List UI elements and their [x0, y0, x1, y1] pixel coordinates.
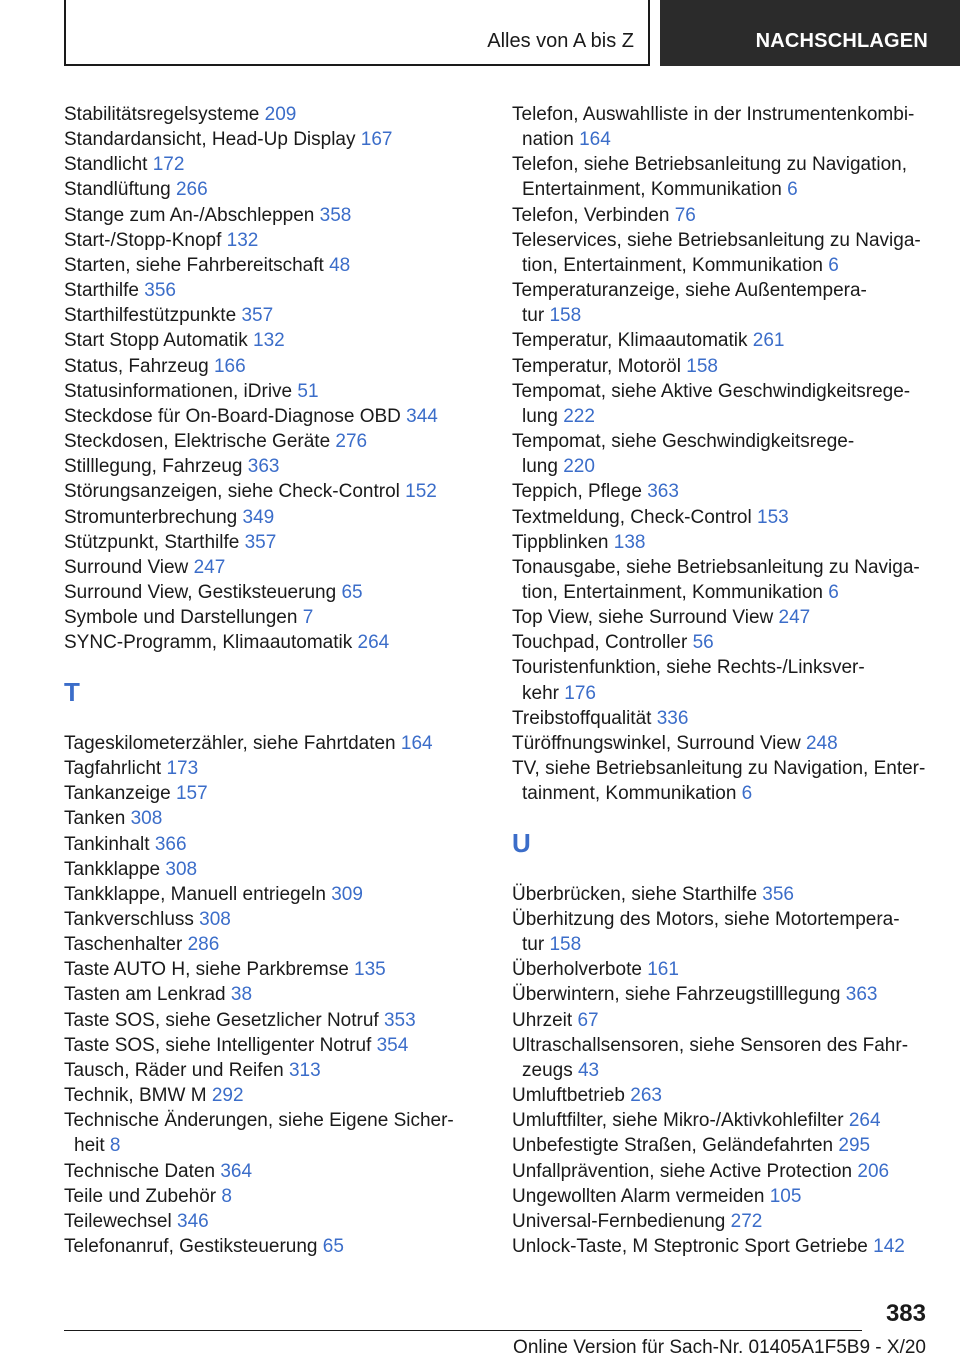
index-entry: [64, 278, 474, 303]
index-entry-term: Steckdose für On-Board-Diagnose OBD: [64, 405, 401, 427]
index-entry-term: Tasten am Lenkrad: [64, 984, 226, 1006]
index-entry-term: Surround View: [64, 556, 189, 578]
index-page-link[interactable]: 247: [778, 607, 811, 629]
index-page-link[interactable]: 353: [383, 1009, 416, 1031]
index-entry: [64, 1159, 474, 1184]
index-entry: [512, 1008, 932, 1033]
index-page-link[interactable]: 158: [686, 355, 718, 377]
index-entry-term: Stabilitätsregelsysteme: [64, 104, 260, 125]
index-entry-term: Stilllegung, Fahrzeug: [64, 456, 243, 478]
index-entry-term: Tagfahrlicht: [64, 758, 162, 780]
index-page-link[interactable]: 65: [322, 1236, 344, 1257]
index-entry: [512, 278, 932, 328]
index-page-link[interactable]: 356: [762, 883, 794, 905]
index-page-link[interactable]: 248: [805, 732, 838, 754]
index-entry: [64, 857, 474, 882]
index-entry-term: Touristenfunktion, siehe Rechts-/Linksver-: [512, 657, 865, 679]
index-entry-term: Starthilfe: [64, 280, 139, 302]
index-entry: [512, 605, 932, 630]
index-page-link[interactable]: 142: [873, 1236, 905, 1257]
index-entry-term: Stromunterbrechung: [64, 506, 238, 528]
index-page-link[interactable]: 166: [213, 355, 246, 377]
index-page-link[interactable]: 158: [549, 305, 582, 327]
index-entry-term: Ultraschallsensoren, siehe Sensoren des Fahr-: [512, 1034, 909, 1056]
index-page-link[interactable]: 209: [264, 104, 297, 125]
index-entry: [64, 328, 474, 353]
index-page-link[interactable]: 176: [564, 682, 596, 704]
index-entry-term: Teilewechsel: [64, 1210, 172, 1232]
index-page-link[interactable]: 51: [297, 380, 319, 402]
index-column-left: [64, 102, 474, 1259]
index-entry-term: Temperatur, Motoröl: [512, 355, 681, 377]
index-entry-term: Überbrücken, siehe Starthilfe: [512, 883, 758, 905]
index-entry-term-continued: nation: [522, 129, 574, 151]
index-page-link[interactable]: 272: [730, 1210, 763, 1232]
index-entry: [512, 706, 932, 731]
index-entry-term: Teleservices, siehe Betriebsanleitung zu Naviga-: [512, 229, 921, 251]
index-entry-term-continued: tainment, Kommunikation: [522, 783, 737, 805]
index-entry-term: Statusinformationen, iDrive: [64, 380, 293, 402]
index-page-link[interactable]: 336: [656, 707, 689, 729]
index-entry: [512, 1133, 932, 1158]
index-entry-term: Start Stopp Automatik: [64, 330, 248, 352]
index-entry: [64, 127, 474, 152]
index-entry-term: Taste SOS, siehe Intelligenter Notruf: [64, 1034, 372, 1056]
index-entry-term: Technische Daten: [64, 1160, 216, 1182]
index-page-link[interactable]: 222: [563, 405, 595, 427]
index-entry: [512, 1209, 932, 1234]
index-entry-term: Temperaturanzeige, siehe Außentempera-: [512, 280, 867, 302]
index-entry-term: SYNC-Programm, Klimaautomatik: [64, 632, 353, 654]
index-entry-term: Treibstoffqualität: [512, 707, 652, 729]
index-page-link[interactable]: 38: [230, 984, 253, 1006]
index-entry: [64, 505, 474, 530]
index-page-link[interactable]: 153: [757, 506, 789, 528]
index-entry-term: Top View, siehe Surround View: [512, 607, 774, 629]
index-entry: [512, 731, 932, 756]
index-page-link[interactable]: 313: [288, 1059, 321, 1081]
index-entry: [512, 1159, 932, 1184]
index-entry: [64, 177, 474, 202]
index-page-link[interactable]: 132: [226, 229, 259, 251]
index-entry-term: Unbefestigte Straßen, Geländefahrten: [512, 1135, 834, 1157]
index-entry-term: Symbole und Darstellungen: [64, 607, 298, 629]
index-page-link[interactable]: 286: [187, 934, 220, 956]
index-entry: [64, 605, 474, 630]
index-entry-term: Telefonanruf, Gestiksteuerung: [64, 1236, 318, 1257]
index-page-link[interactable]: 135: [354, 959, 386, 981]
index-page-link[interactable]: 295: [838, 1135, 871, 1157]
index-page-link[interactable]: 247: [193, 556, 226, 578]
index-entry-term: Tankverschluss: [64, 908, 194, 930]
index-entry-term: Textmeldung, Check-Control: [512, 506, 752, 528]
index-page-link[interactable]: 363: [845, 984, 878, 1006]
index-entry: [512, 328, 932, 353]
index-page-link[interactable]: 157: [175, 783, 208, 805]
index-entry: [512, 1108, 932, 1133]
index-entry-term: Starten, siehe Fahrbereitschaft: [64, 254, 324, 276]
index-entry-term: Taschenhalter: [64, 934, 183, 956]
index-page-link[interactable]: 357: [241, 305, 274, 327]
index-entry-term: Überwintern, siehe Fahrzeugstilllegung: [512, 984, 841, 1006]
index-entry: [64, 1108, 474, 1158]
index-entry-term: Stützpunkt, Starthilfe: [64, 531, 240, 553]
index-entry-term: Tankklappe, Manuell entriegeln: [64, 883, 326, 905]
index-entry-term: Umluftfilter, siehe Mikro-/Aktivkohlefilter: [512, 1110, 844, 1132]
index-page-link[interactable]: 308: [130, 808, 163, 830]
index-entry-term: Tonausgabe, siehe Betriebsanleitung zu Naviga-: [512, 556, 920, 578]
index-entry: [64, 354, 474, 379]
index-page-link[interactable]: 7: [302, 607, 314, 629]
index-page-link[interactable]: 76: [674, 204, 696, 226]
index-entry: [64, 1083, 474, 1108]
index-entry: [512, 756, 932, 806]
index-entry: [64, 756, 474, 781]
index-entry: [512, 429, 932, 479]
index-entry: [64, 152, 474, 177]
index-page-link[interactable]: 276: [335, 431, 368, 453]
index-entry-term-continued: heit: [74, 1135, 105, 1157]
index-page-link[interactable]: 346: [177, 1210, 209, 1232]
index-entry-term: Surround View, Gestiksteuerung: [64, 581, 337, 603]
index-entry-term: Touchpad, Controller: [512, 632, 688, 654]
index-entry-term: Technik, BMW M: [64, 1085, 207, 1107]
index-entry: [64, 228, 474, 253]
index-page-link[interactable]: 6: [828, 581, 839, 603]
index-letter-heading: U: [512, 828, 531, 859]
index-entry-term-continued: lung: [522, 456, 558, 478]
index-entry-term: Universal-Fernbedienung: [512, 1210, 726, 1232]
index-entry-term: Tempomat, siehe Geschwindigkeitsrege-: [512, 431, 855, 453]
index-page-link[interactable]: 105: [769, 1185, 802, 1207]
index-entry-term: Starthilfestützpunkte: [64, 305, 237, 327]
index-entry-term: Tankklappe: [64, 858, 161, 880]
index-entry: [64, 781, 474, 806]
index-page-link[interactable]: 132: [253, 330, 285, 352]
index-entry: [64, 806, 474, 831]
index-page-link[interactable]: 8: [109, 1135, 121, 1157]
index-entry-term: Tempomat, siehe Aktive Geschwindigkeitsrege-: [512, 380, 911, 402]
index-entry-term: Ungewollten Alarm vermeiden: [512, 1185, 765, 1207]
index-entry-term: Teile und Zubehör: [64, 1185, 217, 1207]
index-entry: [64, 303, 474, 328]
index-page-link[interactable]: 167: [360, 129, 393, 151]
index-entry: [512, 655, 932, 705]
index-entry: [512, 530, 932, 555]
index-page-link[interactable]: 349: [242, 506, 275, 528]
index-entry: [512, 982, 932, 1007]
index-entry: [512, 1033, 932, 1083]
index-entry-term: Türöffnungswinkel, Surround View: [512, 732, 801, 754]
index-entry-term: Unlock-Taste, M Steptronic Sport Getriebe: [512, 1236, 868, 1257]
index-page-link[interactable]: 364: [220, 1160, 253, 1182]
index-entry: [64, 882, 474, 907]
index-entry: [64, 580, 474, 605]
index-entry-term: Status, Fahrzeug: [64, 355, 209, 377]
index-entry: [64, 479, 474, 504]
index-entry: [64, 379, 474, 404]
index-page-link[interactable]: 263: [630, 1085, 662, 1107]
index-page-link[interactable]: 173: [166, 758, 199, 780]
index-page-link[interactable]: 172: [152, 154, 185, 176]
index-page-link[interactable]: 358: [319, 204, 352, 226]
index-column-right: [512, 102, 932, 1259]
index-entry: [64, 203, 474, 228]
index-entry: [64, 731, 474, 756]
index-entry: [512, 957, 932, 982]
page-number: 383: [885, 1300, 926, 1327]
index-entry: [512, 882, 932, 907]
index-entry-term: Stange zum An-/Abschleppen: [64, 204, 315, 226]
index-entry: [64, 1058, 474, 1083]
index-entry: [64, 454, 474, 479]
index-entry-term: Start-/Stopp-Knopf: [64, 229, 222, 251]
index-entry: [64, 1033, 474, 1058]
index-entry: [64, 957, 474, 982]
index-entry: [64, 1209, 474, 1234]
index-entry-term: Tanken: [64, 808, 126, 830]
index-page-link[interactable]: 354: [376, 1034, 409, 1056]
index-page-link[interactable]: 309: [331, 883, 363, 905]
index-page-link[interactable]: 363: [247, 456, 280, 478]
index-entry-term: Technische Änderungen, siehe Eigene Sicher-: [64, 1110, 454, 1132]
index-page-link[interactable]: 292: [211, 1085, 244, 1107]
index-entry-term: Steckdosen, Elektrische Geräte: [64, 431, 331, 453]
index-entry-term: Tankinhalt: [64, 833, 150, 855]
footer-online-version: Online Version für Sach-Nr. 01405A1F5B9 - X/20: [513, 1337, 926, 1358]
index-entry-term: Taste SOS, siehe Gesetzlicher Notruf: [64, 1009, 379, 1031]
index-entry-term: Standardansicht, Head-Up Display: [64, 129, 356, 151]
index-entry: [512, 1184, 932, 1209]
index-entry-term: Telefon, Auswahlliste in der Instrumentenkombi-: [512, 104, 915, 125]
index-entry: [64, 253, 474, 278]
index-page-link[interactable]: 220: [563, 456, 595, 478]
page-header: [64, 0, 960, 66]
index-page-link[interactable]: 363: [647, 481, 679, 503]
footer-divider: [64, 1330, 862, 1331]
index-entry-term: Tippblinken: [512, 531, 609, 553]
index-entry-term-continued: Entertainment, Kommunikation: [522, 179, 782, 201]
index-page-link[interactable]: 344: [406, 405, 438, 427]
index-entry: [512, 203, 932, 228]
index-entry-term-continued: kehr: [522, 682, 559, 704]
index-entry: [64, 982, 474, 1007]
index-entry-term-continued: tion, Entertainment, Kommunikation: [522, 254, 823, 276]
index-entry-term: Temperatur, Klimaautomatik: [512, 330, 748, 352]
index-page-link[interactable]: 158: [549, 934, 582, 956]
index-entry-term: Telefon, siehe Betriebsanleitung zu Navigation,: [512, 154, 908, 176]
index-page-link[interactable]: 161: [647, 959, 679, 981]
index-entry: [64, 404, 474, 429]
index-page-link[interactable]: 56: [692, 632, 714, 654]
index-page-link[interactable]: 261: [752, 330, 785, 352]
index-entry-term: Telefon, Verbinden: [512, 204, 670, 226]
index-entry: [64, 932, 474, 957]
index-entry: [64, 429, 474, 454]
index-entry: [512, 555, 932, 605]
index-page-link[interactable]: 43: [577, 1059, 600, 1081]
index-entry-term: Störungsanzeigen, siehe Check-Control: [64, 481, 400, 503]
index-entry-term: Überholverbote: [512, 959, 642, 981]
index-page-link[interactable]: 67: [577, 1009, 599, 1031]
index-entry: [64, 630, 474, 655]
header-section-title: Alles von A bis Z: [487, 30, 634, 52]
index-entry-term: Überhitzung des Motors, siehe Motortempera-: [512, 908, 900, 930]
header-chapter-box: [660, 0, 960, 66]
index-page-link[interactable]: 164: [400, 732, 433, 754]
index-entry: [64, 555, 474, 580]
index-entry: [512, 1083, 932, 1108]
index-entry-term: Tageskilometerzähler, siehe Fahrtdaten: [64, 732, 396, 754]
index-entry: [512, 479, 932, 504]
index-page-link[interactable]: 264: [357, 632, 390, 654]
index-entry-term-continued: tur: [522, 934, 545, 956]
header-chapter-title: NACHSCHLAGEN: [755, 30, 928, 52]
index-entry: [64, 530, 474, 555]
index-entry-term-continued: lung: [522, 405, 558, 427]
index-entry-term: Tankanzeige: [64, 783, 171, 805]
index-page-link[interactable]: 6: [787, 179, 798, 201]
index-page-link[interactable]: 138: [613, 531, 646, 553]
index-page-link[interactable]: 8: [221, 1185, 232, 1207]
index-entry-term-continued: tion, Entertainment, Kommunikation: [522, 581, 823, 603]
index-page-link[interactable]: 308: [199, 908, 231, 930]
index-page-link[interactable]: 6: [828, 254, 839, 276]
index-page-link[interactable]: 356: [144, 280, 176, 302]
index-entry-term: Standlicht: [64, 154, 148, 176]
index-page-link[interactable]: 152: [405, 481, 437, 503]
index-entry-term-continued: tur: [522, 305, 545, 327]
index-page-link[interactable]: 6: [741, 783, 753, 805]
index-entry-term: Tausch, Räder und Reifen: [64, 1059, 284, 1081]
index-page-link[interactable]: 366: [154, 833, 187, 855]
index-entry: [512, 630, 932, 655]
index-page-link[interactable]: 164: [579, 129, 611, 151]
index-page-link[interactable]: 266: [175, 179, 208, 201]
index-entry: [64, 907, 474, 932]
index-entry: [512, 1234, 932, 1259]
index-entry-term: Taste AUTO H, siehe Parkbremse: [64, 959, 349, 981]
index-entry: [512, 228, 932, 278]
index-entry: [512, 379, 932, 429]
index-entry: [64, 1184, 474, 1209]
index-page-link[interactable]: 357: [244, 531, 277, 553]
index-page-link[interactable]: 65: [341, 581, 363, 603]
index-entry-term-continued: zeugs: [522, 1059, 573, 1081]
index-entry: [64, 1234, 474, 1259]
index-entry: [512, 907, 932, 957]
index-letter-heading: T: [64, 677, 80, 708]
index-entry: [64, 102, 474, 127]
index-entry: [64, 1008, 474, 1033]
index-entry: [512, 152, 932, 202]
index-page-link[interactable]: 308: [165, 858, 198, 880]
index-entry-term: Umluftbetrieb: [512, 1085, 625, 1107]
index-entry-term: Unfallprävention, siehe Active Protection: [512, 1160, 853, 1182]
index-entry: [512, 102, 932, 152]
index-page-link[interactable]: 48: [329, 254, 351, 276]
index-entry-term: Teppich, Pflege: [512, 481, 642, 503]
index-entry-term: Uhrzeit: [512, 1009, 573, 1031]
header-section-box: [64, 0, 650, 66]
index-page-link[interactable]: 206: [857, 1160, 890, 1182]
index-entry-term: TV, siehe Betriebsanleitung zu Navigation, Enter-: [512, 758, 926, 780]
index-entry-term: Standlüftung: [64, 179, 171, 201]
index-entry: [64, 832, 474, 857]
index-page-link[interactable]: 264: [848, 1110, 881, 1132]
index-entry: [512, 354, 932, 379]
index-entry: [512, 505, 932, 530]
